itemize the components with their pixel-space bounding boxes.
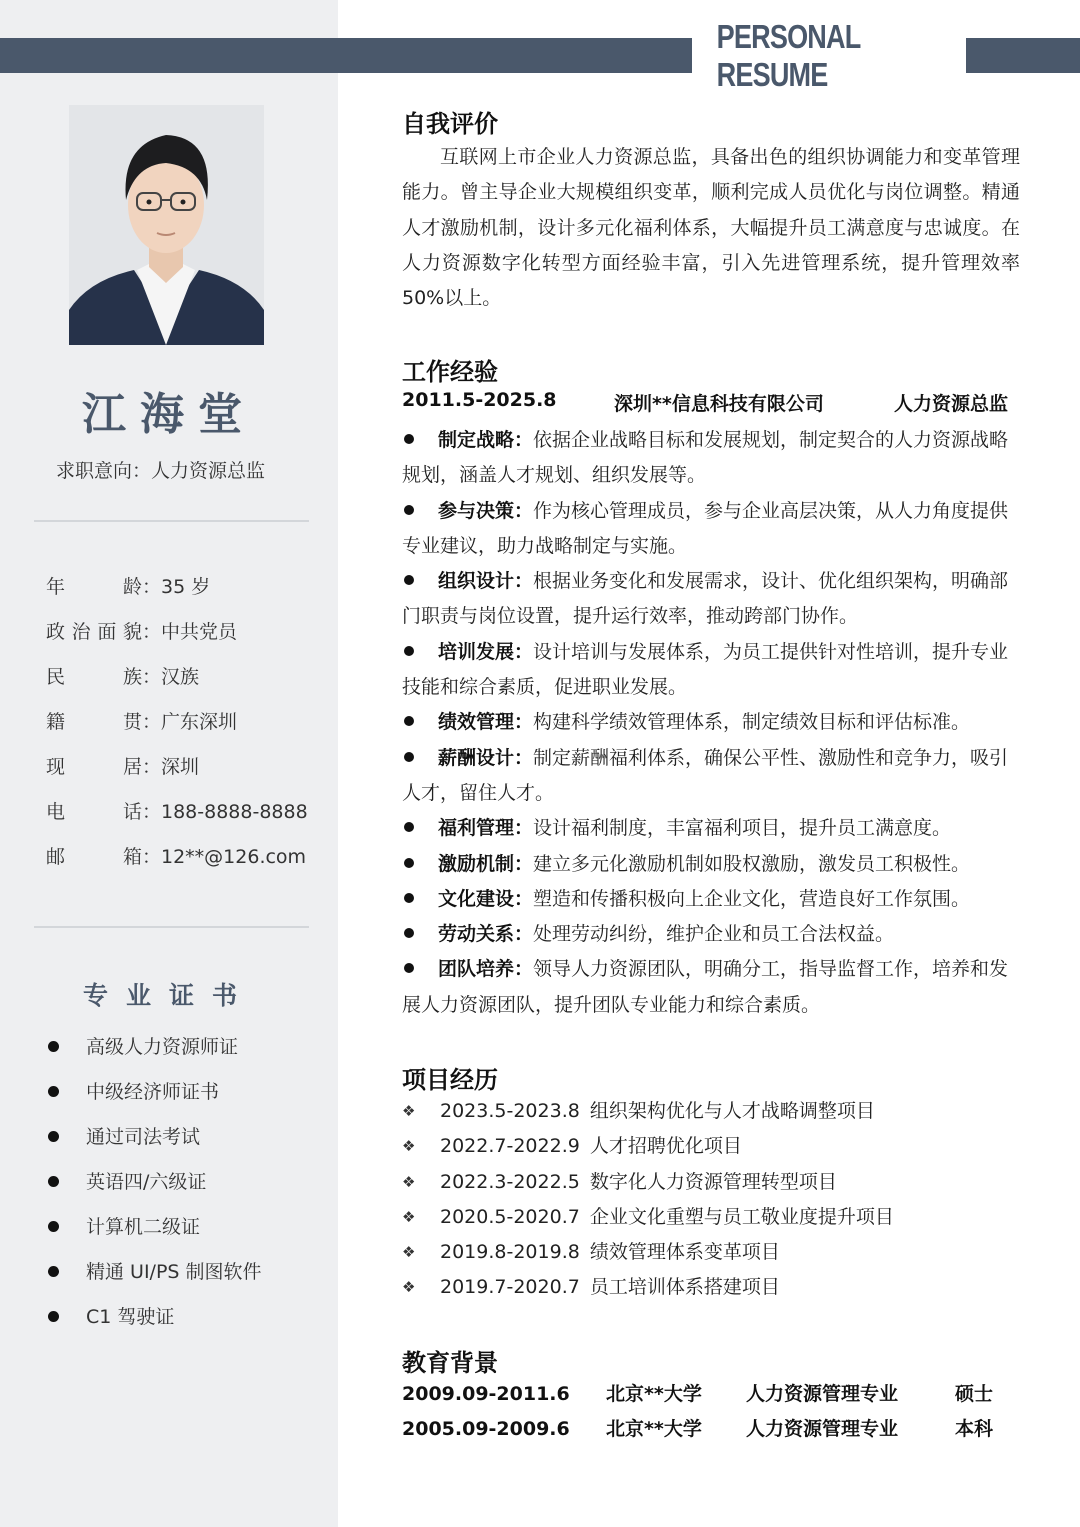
- certificate-item: [48, 1069, 262, 1114]
- info-value: 35 岁: [161, 576, 211, 598]
- diamond-bullet-icon: ❖: [402, 1278, 416, 1297]
- edu-period: 2005.09-2009.6: [402, 1418, 570, 1440]
- duty-head: 薪酬设计：: [438, 746, 534, 769]
- info-label: [46, 705, 142, 750]
- certificate-label: 英语四/六级证: [86, 1170, 207, 1193]
- job-position: 人力资源总监: [894, 393, 1009, 415]
- certificate-item: [48, 1159, 262, 1204]
- edu-major: 人力资源管理专业: [746, 1418, 899, 1440]
- job-intent-label: 求职意向：: [56, 460, 152, 482]
- job-duties: [402, 423, 1020, 1023]
- info-value: 中共党员: [161, 621, 238, 643]
- info-row: 民 族 ： 汉族: [46, 660, 326, 705]
- bullet-dot-icon: [404, 716, 414, 726]
- education-row: [402, 1377, 1020, 1412]
- header-band-right: [966, 38, 1080, 73]
- bullet-dot-icon: [48, 1041, 59, 1052]
- duty-text: 设计培训与发展体系，为员工提供针对性培训，提升专业技能和综合素质，促进职业发展。: [402, 640, 1009, 699]
- edu-degree: 本科: [955, 1418, 994, 1440]
- bullet-dot-icon: [404, 963, 414, 973]
- certificates-title: 专业证书: [82, 981, 255, 1010]
- info-value: 188-8888-8888: [161, 801, 308, 823]
- info-label-char: 现: [46, 756, 66, 778]
- edu-school: 北京**大学: [606, 1383, 702, 1405]
- bullet-dot-icon: [404, 646, 414, 656]
- info-label-char: 话: [122, 801, 142, 823]
- bullet-dot-icon: [404, 434, 414, 444]
- duty-item: [402, 423, 1020, 494]
- bullet-dot-icon: [48, 1131, 59, 1142]
- certificate-item: [48, 1249, 262, 1294]
- duty-item: [402, 847, 1020, 882]
- certificate-label: 中级经济师证书: [86, 1080, 220, 1103]
- certificate-item: [48, 1294, 262, 1339]
- certificates-list: [48, 1024, 262, 1339]
- job-intent-value: 人力资源总监: [151, 460, 266, 482]
- info-value: 深圳: [161, 756, 200, 778]
- project-item: [402, 1129, 894, 1164]
- duty-head: 制定战略：: [438, 429, 534, 451]
- duty-text: 建立多元化激励机制如股权激励，激发员工积极性。: [533, 852, 971, 875]
- duty-head: 培训发展：: [438, 640, 534, 663]
- work-title: 工作经验: [402, 358, 498, 386]
- project-name: 组织架构优化与人才战略调整项目: [589, 1100, 875, 1122]
- bullet-dot-icon: [404, 822, 414, 832]
- bullet-dot-icon: [404, 752, 414, 762]
- duty-item: [402, 635, 1020, 706]
- info-label: [46, 615, 142, 660]
- projects-title: 项目经历: [402, 1066, 498, 1094]
- info-value: 汉族: [161, 666, 200, 688]
- projects-list: [402, 1094, 894, 1306]
- info-label-char: 居: [122, 756, 142, 778]
- duty-head: 团队培养：: [438, 958, 534, 981]
- project-name: 绩效管理体系变革项目: [589, 1241, 780, 1264]
- info-label-char: 面: [97, 621, 117, 643]
- info-label-char: 貌: [122, 621, 142, 643]
- info-label-char: 贯: [122, 711, 142, 733]
- duty-text: 依据企业战略目标和发展规划，制定契合的人力资源战略规划，涵盖人才规划、组织发展等。: [402, 429, 1009, 487]
- project-date: 2019.8-2019.8: [440, 1241, 580, 1264]
- duty-item: [402, 811, 1020, 846]
- info-label: [46, 795, 142, 840]
- bullet-dot-icon: [48, 1086, 59, 1097]
- info-row: 电 话 ： 188-8888-8888: [46, 795, 326, 840]
- duty-text: 塑造和传播积极向上企业文化，营造良好工作氛围。: [533, 887, 971, 910]
- info-value: 广东深圳: [161, 711, 238, 733]
- info-label-char: 籍: [46, 711, 66, 733]
- duty-head: 激励机制：: [438, 852, 534, 875]
- candidate-name: 江海堂: [82, 389, 256, 440]
- profile-photo: [69, 105, 264, 345]
- duty-head: 组织设计：: [438, 570, 534, 593]
- info-row: 邮 箱 ： 12**@126.com: [46, 840, 326, 885]
- bullet-dot-icon: [404, 858, 414, 868]
- project-item: [402, 1270, 894, 1305]
- info-label-char: 龄: [122, 576, 142, 598]
- diamond-bullet-icon: ❖: [402, 1207, 416, 1226]
- project-item: [402, 1200, 894, 1235]
- personal-info-list: [46, 570, 326, 885]
- info-label-char: 政: [46, 621, 66, 643]
- project-date: 2023.5-2023.8: [440, 1100, 580, 1122]
- certificate-label: C1 驾驶证: [86, 1305, 175, 1328]
- duty-text: 作为核心管理成员，参与企业高层决策，从人力角度提供专业建议，助力战略制定与实施。: [402, 499, 1009, 557]
- info-label: [46, 570, 142, 615]
- project-item: [402, 1094, 894, 1129]
- job-header: [402, 389, 1020, 421]
- edu-degree: 硕士: [955, 1383, 994, 1405]
- duty-item: [402, 705, 1020, 740]
- duty-text: 处理劳动纠纷，维护企业和员工合法权益。: [533, 923, 895, 946]
- project-date: 2020.5-2020.7: [440, 1205, 580, 1228]
- project-name: 员工培训体系搭建项目: [589, 1276, 780, 1299]
- info-label-char: 电: [46, 801, 66, 823]
- certificate-label: 通过司法考试: [86, 1125, 201, 1148]
- self-eval-title: 自我评价: [402, 110, 498, 138]
- info-row: 政 治 面 貌 ： 中共党员: [46, 615, 326, 660]
- project-name: 数字化人力资源管理转型项目: [589, 1170, 837, 1193]
- bullet-dot-icon: [48, 1221, 59, 1232]
- project-name: 人才招聘优化项目: [589, 1135, 742, 1158]
- header-band: [0, 38, 692, 73]
- info-value: 12**@126.com: [161, 846, 307, 868]
- duty-head: 文化建设：: [438, 887, 534, 910]
- resume-brand-title: PERSONAL RESUME: [716, 18, 860, 93]
- duty-item: [402, 494, 1020, 565]
- duty-item: [402, 882, 1020, 917]
- info-label: [46, 660, 142, 705]
- edu-school: 北京**大学: [606, 1418, 702, 1440]
- diamond-bullet-icon: ❖: [402, 1102, 416, 1120]
- certificate-item: [48, 1024, 262, 1069]
- info-label-char: 族: [122, 666, 142, 688]
- project-date: 2022.7-2022.9: [440, 1135, 580, 1158]
- certificate-label: 高级人力资源师证: [86, 1035, 239, 1058]
- project-date: 2022.3-2022.5: [440, 1170, 580, 1193]
- project-item: [402, 1235, 894, 1270]
- duty-text: 构建科学绩效管理体系，制定绩效目标和评估标准。: [533, 711, 971, 734]
- info-row: 现 居 ： 深圳: [46, 750, 326, 795]
- bullet-dot-icon: [404, 928, 414, 938]
- info-label-char: 民: [46, 666, 66, 688]
- education-row: [402, 1412, 1020, 1447]
- info-label-char: 治: [71, 621, 91, 643]
- duty-head: 福利管理：: [438, 817, 534, 840]
- self-eval-text: 互联网上市企业人力资源总监，具备出色的组织协调能力和变革管理能力。曾主导企业大规模组织变革，顺利完成人员优化与岗位调整。精通人才激励机制，设计多元化福利体系，大幅提升员工满意度与忠诚度。在人力资源数字化转型方面经验丰富，引入先进管理系统，提升管理效率 50%以上。: [402, 146, 1020, 310]
- duty-text: 制定薪酬福利体系，确保公平性、激励性和竞争力，吸引人才，留住人才。: [402, 746, 1009, 804]
- duty-item: [402, 952, 1020, 1023]
- bullet-dot-icon: [48, 1266, 59, 1277]
- sidebar-divider-top: [34, 520, 309, 522]
- education-title: 教育背景: [402, 1349, 498, 1377]
- duty-head: 参与决策：: [438, 499, 534, 522]
- project-name: 企业文化重塑与员工敬业度提升项目: [589, 1205, 894, 1228]
- job-period: 2011.5-2025.8: [402, 389, 557, 411]
- info-label-char: 箱: [122, 846, 142, 868]
- duty-item: [402, 917, 1020, 952]
- bullet-dot-icon: [404, 893, 414, 903]
- project-date: 2019.7-2020.7: [440, 1276, 580, 1299]
- duty-text: 设计福利制度，丰富福利项目，提升员工满意度。: [533, 817, 952, 840]
- bullet-dot-icon: [404, 575, 414, 585]
- diamond-bullet-icon: ❖: [402, 1243, 416, 1262]
- duty-head: 劳动关系：: [438, 923, 534, 946]
- edu-period: 2009.09-2011.6: [402, 1383, 570, 1405]
- info-label: [46, 840, 142, 885]
- duty-item: [402, 741, 1020, 812]
- certificate-item: [48, 1114, 262, 1159]
- info-label: [46, 750, 142, 795]
- bullet-dot-icon: [48, 1311, 59, 1322]
- duty-head: 绩效管理：: [438, 711, 534, 734]
- sidebar-divider-bottom: [34, 926, 309, 928]
- diamond-bullet-icon: ❖: [402, 1172, 416, 1191]
- info-label-char: 年: [46, 576, 66, 598]
- certificate-label: 计算机二级证: [86, 1215, 201, 1238]
- project-item: [402, 1165, 894, 1200]
- certificate-label: 精通 UI/PS 制图软件: [86, 1260, 262, 1283]
- duty-item: [402, 564, 1020, 635]
- education-list: [402, 1377, 1020, 1447]
- duty-text: 根据业务变化和发展需求，设计、优化组织架构，明确部门职责与岗位设置，提升运行效率，推动跨部门协作。: [402, 570, 1009, 628]
- job-intent: [56, 456, 265, 483]
- certificate-item: [48, 1204, 262, 1249]
- edu-major: 人力资源管理专业: [746, 1383, 899, 1405]
- info-row: 籍 贯 ： 广东深圳: [46, 705, 326, 750]
- info-row: 年 龄 ： 35 岁: [46, 570, 326, 615]
- info-label-char: 邮: [46, 846, 66, 868]
- bullet-dot-icon: [48, 1176, 59, 1187]
- duty-text: 领导人力资源团队，明确分工，指导监督工作，培养和发展人力资源团队，提升团队专业能力和综合素质。: [402, 958, 1009, 1016]
- bullet-dot-icon: [404, 505, 414, 515]
- job-company: 深圳**信息科技有限公司: [614, 393, 824, 415]
- diamond-bullet-icon: ❖: [402, 1137, 416, 1156]
